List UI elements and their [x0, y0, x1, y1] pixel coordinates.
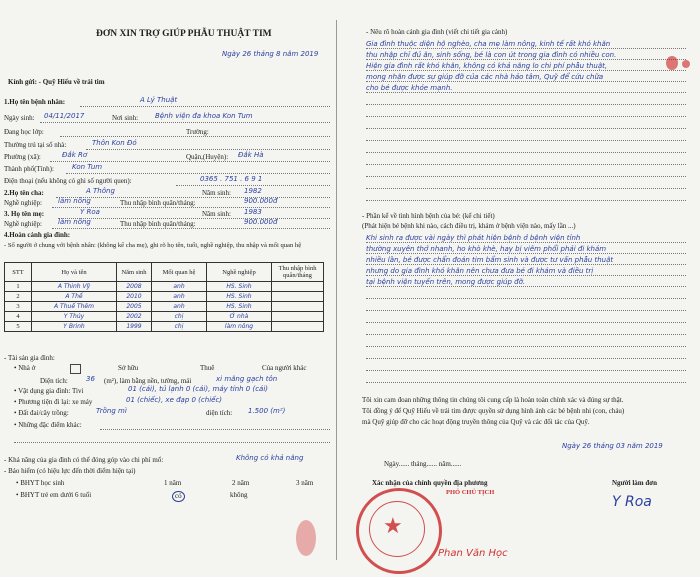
area-hw: xi măng gạch tôn [216, 375, 278, 383]
items-value: 01 (cái), tủ lạnh 0 (cái), máy tính 0 (cái) [128, 385, 269, 393]
house-label: • Nhà ở [14, 364, 36, 372]
district-value: Đắk Hà [238, 151, 264, 159]
vehicles-label: • Phương tiện đi lại: xe máy [14, 398, 93, 406]
official-title: PHÓ CHỦ TỊCH [446, 489, 495, 496]
reason-line-1: Gia đình thuộc diện hộ nghèo, cha mẹ làm nông, kinh tế rất khó khăn [366, 40, 611, 48]
house-other-label: Của người khác [262, 364, 307, 372]
table-row: 4 Y Thúy 2002 chị Ở nhà [5, 312, 324, 322]
phone-label: Điện thoại (nếu không có ghi số người quen): [4, 177, 132, 185]
other-features-label: • Những đặc điểm khác: [14, 421, 82, 429]
applicant-signature: Y Roa [612, 494, 652, 510]
sick-line-2: thường xuyên thở nhanh, ho khò khè, hay bị viêm phổi phải đi khám [366, 245, 607, 253]
mother-birth-value: 1983 [244, 208, 262, 216]
commitment-2: Tôi đồng ý để Quỹ Hiếu về trái tim được quyền sử dụng hình ảnh các bé bệnh nhi (con, cháu) [362, 407, 625, 415]
household-table [4, 262, 324, 332]
father-job-value: làm nông [58, 197, 91, 205]
col-relation: Mối quan hệ [152, 263, 207, 282]
mother-label: 3. Họ tên mẹ: [4, 210, 45, 218]
area-label: Diện tích: [40, 377, 68, 385]
household-note: - Số người ở chung với bệnh nhân: (không kể cha mẹ), ghi rõ họ tên, tuổi, nghề nghiệp, thu nhập và mối quan hệ [4, 242, 302, 249]
reason-line-2: thu nhập chỉ đủ ăn, sinh sống, bé là con út trong gia đình có nhiều con. [366, 51, 617, 59]
school-label: Đang học lớp: [4, 128, 44, 136]
area-value: 36 [86, 375, 95, 383]
contribution-label: - Khả năng của gia đình có thể đóng góp vào chi phí mổ: [4, 456, 164, 464]
col-name: Họ và tên [32, 263, 117, 282]
table-row: 5 Y Brinh 1999 chị làm nông [5, 322, 324, 332]
district-label: Quận,(Huyện): [186, 153, 229, 161]
dob-value: 04/11/2017 [44, 112, 85, 120]
column-divider [336, 20, 337, 560]
dob-label: Ngày sinh: [4, 114, 35, 122]
insurance-opt2: 2 năm [232, 479, 250, 487]
ink-mark [296, 520, 316, 556]
date-left: Ngày...... tháng...... năm...... [384, 460, 462, 468]
col-job: Nghề nghiệp [207, 263, 272, 282]
house-rent-label: Thuê [200, 364, 215, 372]
sick-label: - Phần kể về tình hình bệnh của bé: (kể chi tiết) [362, 212, 495, 220]
reason-label: - Nêu rõ hoàn cảnh gia đình (viết chi tiết gia cảnh) [366, 28, 508, 36]
ink-mark [682, 60, 690, 68]
father-birth-label: Năm sinh: [202, 189, 231, 197]
sick-line-4: nhưng do gia đình khó khăn nên chưa đưa bé đi khám và điều trị [366, 267, 594, 275]
official-seal [356, 488, 442, 574]
land-value: Trồng mì [96, 407, 127, 415]
sick-sub: (Phát hiện bé bệnh khi nào, cách điều trị, khám ở bệnh viện nào, mấy lần ...) [362, 222, 576, 230]
insurance-opt1: 1 năm [164, 479, 182, 487]
col-stt: STT [5, 263, 32, 282]
reason-line-5: cho bé được khỏe mạnh. [366, 84, 453, 92]
reason-line-4: mong nhận được sự giúp đỡ của các nhà hảo tâm, Quỹ để cứu chữa [366, 73, 604, 81]
insurance-has[interactable]: có [172, 491, 185, 502]
insurance-child: • BHYT trẻ em dưới 6 tuổi [16, 491, 92, 499]
land-label: • Đất đai/cây trồng: [14, 409, 69, 417]
applicant-label: Người làm đơn [612, 479, 658, 487]
official-name: Phan Văn Học [438, 548, 508, 559]
phone-value: 0365 . 751 . 6 9 1 [200, 175, 263, 183]
ink-mark [666, 56, 678, 70]
insurance-student: • BHYT học sinh [16, 479, 65, 487]
father-value: A Thông [86, 187, 115, 195]
addressee: Kính gửi: - Quỹ Hiếu về trái tim [8, 78, 105, 86]
school-field-label: Trường: [186, 128, 209, 136]
table-row: 2 A Thế 2010 anh HS. Sinh [5, 292, 324, 302]
father-income-value: 900.000đ [244, 197, 278, 205]
table-row: 1 A Thinh Vỹ 2008 anh HS. Sinh [5, 282, 324, 292]
land-area-label: diện tích: [206, 409, 233, 417]
star-icon: ★ [383, 513, 403, 538]
reason-line-3: Hiện gia đình rất khó khăn, không có khả năng lo chi phí phẫu thuật, [366, 62, 608, 70]
mother-value: Y Roa [80, 208, 100, 216]
father-income-label: Thu nhập bình quân/tháng: [120, 199, 196, 207]
vehicles-value: 01 (chiếc), xe đạp 0 (chiếc) [126, 396, 223, 404]
items-label: • Vật dụng gia đình: Tivi [14, 387, 84, 395]
contribution-value: Không có khả năng [236, 454, 304, 462]
father-birth-value: 1982 [244, 187, 262, 195]
sick-line-3: nhiều lần, bé được chẩn đoán tim bẩm sinh và được tư vấn phẫu thuật [366, 256, 614, 264]
birthplace-value: Bệnh viện đa khoa Kon Tum [155, 112, 253, 120]
mother-income-value: 900.000đ [244, 218, 278, 226]
col-year: Năm sinh [117, 263, 152, 282]
residence-value: Thôn Kon Đó [92, 139, 137, 147]
sick-line-1: Khi sinh ra được vài ngày thì phát hiện bệnh ở bệnh viện tỉnh [366, 234, 581, 242]
house-own-checkbox[interactable] [70, 364, 81, 374]
patient-name-value: A Lý Thuật [140, 96, 178, 104]
patient-name-label: 1.Họ tên bệnh nhân: [4, 98, 66, 106]
insurance-label: - Bảo hiểm (có hiệu lực đến thời điểm hiện tại) [4, 467, 136, 475]
residence-label: Thường trú tại số nhà: [4, 141, 67, 149]
form-title: ĐƠN XIN TRỢ GIÚP PHẪU THUẬT TIM [96, 29, 272, 39]
city-value: Kon Tum [72, 163, 103, 171]
insurance-opt3: 3 năm [296, 479, 314, 487]
form-date: Ngày 26 tháng 8 năm 2019 [222, 50, 319, 58]
local-gov-label: Xác nhận của chính quyền địa phương [372, 479, 488, 487]
assets-heading: - Tài sản gia đình: [4, 354, 55, 362]
area-desc: (m²), làm bằng nền, tường, mái [104, 377, 192, 385]
mother-job-value: làm nông [58, 218, 91, 226]
circumstance-heading: 4.Hoàn cảnh gia đình: [4, 231, 71, 239]
city-label: Thành phố(Tỉnh): [4, 165, 54, 173]
land-area-value: 1.500 (m²) [248, 407, 286, 415]
father-label: 2.Họ tên cha: [4, 189, 44, 197]
father-job-label: Nghề nghiệp: [4, 199, 42, 207]
ward-label: Phường (xã): [4, 153, 41, 161]
ward-value: Đắk Rơ [62, 151, 88, 159]
house-own-label: Sở hữu [118, 364, 139, 372]
commitment-1: Tôi xin cam đoan những thông tin chúng tôi cung cấp là hoàn toàn chính xác và đúng sự thật. [362, 396, 624, 404]
insurance-no: không [230, 491, 248, 499]
sick-line-5: tại bệnh viện tuyến trên, mong được giúp đỡ. [366, 278, 526, 286]
mother-job-label: Nghề nghiệp: [4, 220, 42, 228]
table-row: 3 A Thuế Thêm 2005 anh HS. Sinh [5, 302, 324, 312]
mother-income-label: Thu nhập bình quân/tháng: [120, 220, 196, 228]
date-right: Ngày 26 tháng 03 năm 2019 [562, 442, 663, 450]
col-income: Thu nhập bình quân/tháng [272, 263, 324, 282]
mother-birth-label: Năm sinh: [202, 210, 231, 218]
commitment-3: mà Quỹ giúp đỡ cho các hoạt động truyền thông của Quỹ và các đối tác của Quỹ. [362, 418, 590, 426]
birthplace-label: Nơi sinh: [112, 114, 139, 122]
